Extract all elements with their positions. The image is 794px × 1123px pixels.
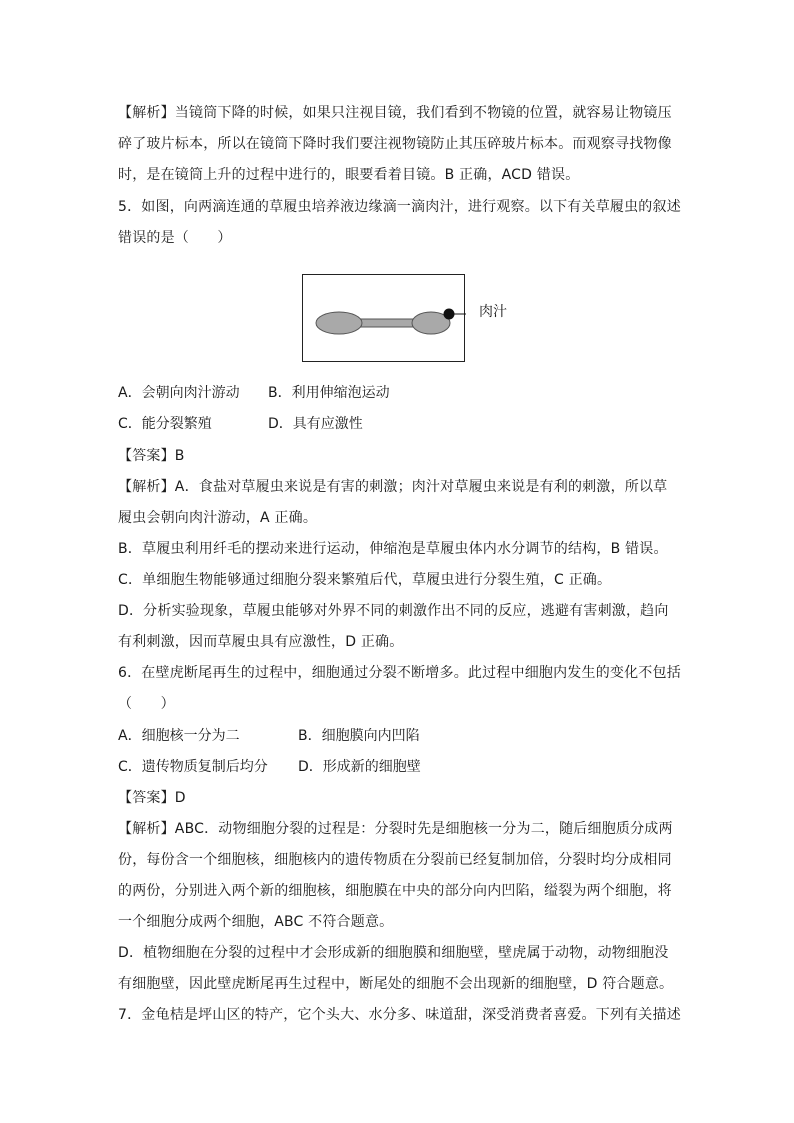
q4-analysis-line-1: 【解析】当镜筒下降的时候，如果只注视目镜，我们看到不物镜的位置，就容易让物镜压 [118, 105, 672, 121]
q5-option-d: D．具有应激性 [268, 416, 363, 432]
q6-analysis-line-6: 有细胞壁，因此壁虎断尾再生过程中，断尾处的细胞不会出现新的细胞壁，D 符合题意。 [118, 976, 674, 992]
q4-analysis-line-2: 碎了玻片标本，所以在镜筒下降时我们要注视物镜防止其压碎玻片标本。而观察寻找物像 [118, 136, 672, 152]
q5-analysis-d-line-1: D．分析实验现象，草履虫能够对外界不同的刺激作出不同的反应，逃避有害刺激，趋向 [118, 603, 669, 619]
q6-analysis-line-3: 的两份，分别进入两个新的细胞核，细胞膜在中央的部分向内凹陷，缢裂为两个细胞，将 [118, 883, 672, 899]
q6-analysis-line-5: D．植物细胞在分裂的过程中才会形成新的细胞膜和细胞壁，壁虎属于动物，动物细胞没 [118, 945, 669, 961]
q4-analysis-line-3: 时，是在镜筒上升的过程中进行的，眼要看着目镜。B 正确，ACD 错误。 [118, 167, 580, 183]
culture-drops-diagram [303, 275, 466, 363]
q5-analysis-a-line-1: 【解析】A．食盐对草履虫来说是有害的刺激；肉汁对草履虫来说是有利的刺激，所以草 [118, 479, 668, 495]
q5-analysis-d-line-2: 有利刺激，因而草履虫具有应激性，D 正确。 [118, 634, 404, 650]
q5-analysis-a-line-2: 履虫会朝向肉汁游动，A 正确。 [118, 510, 318, 526]
meat-juice-label: 肉汁 [479, 304, 507, 320]
q6-option-d: D．形成新的细胞壁 [298, 759, 421, 775]
q6-analysis-line-2: 份，每份含一个细胞核，细胞核内的遗传物质在分裂前已经复制加倍，分裂时均分成相同 [118, 852, 672, 868]
left-culture-drop [316, 312, 362, 334]
q5-analysis-b: B．草履虫利用纤毛的摆动来进行运动，伸缩泡是草履虫体内水分调节的结构，B 错误。 [118, 541, 668, 557]
q5-stem-line-2: 错误的是（ ） [118, 230, 232, 246]
q5-option-c: C．能分裂繁殖 [118, 416, 212, 432]
q5-option-a: A．会朝向肉汁游动 [118, 385, 240, 401]
q6-answer: 【答案】D [118, 790, 186, 806]
q5-option-b: B．利用伸缩泡运动 [268, 385, 390, 401]
q6-option-c: C．遗传物质复制后均分 [118, 759, 268, 775]
meat-juice-drop [444, 309, 455, 320]
q7-stem-line-1: 7．金龟桔是坪山区的特产，它个头大、水分多、味道甜，深受消费者喜爱。下列有关描述 [118, 1007, 681, 1023]
q6-analysis-line-1: 【解析】ABC．动物细胞分裂的过程是：分裂时先是细胞核一分为二，随后细胞质分成两 [118, 821, 673, 837]
q6-stem-line-2: （ ） [118, 696, 175, 712]
q6-option-a: A．细胞核一分为二 [118, 728, 240, 744]
q5-answer: 【答案】B [118, 448, 185, 464]
q5-analysis-c: C．单细胞生物能够通过细胞分裂来繁殖后代，草履虫进行分裂生殖，C 正确。 [118, 572, 612, 588]
q5-stem-line-1: 5．如图，向两滴连通的草履虫培养液边缘滴一滴肉汁，进行观察。以下有关草履虫的叙述 [118, 199, 681, 215]
paramecium-culture-figure [302, 274, 465, 362]
q6-analysis-line-4: 一个细胞分成两个细胞，ABC 不符合题意。 [118, 914, 394, 930]
q6-stem-line-1: 6．在壁虎断尾再生的过程中，细胞通过分裂不断增多。此过程中细胞内发生的变化不包括 [118, 665, 681, 681]
q6-option-b: B．细胞膜向内凹陷 [298, 728, 420, 744]
